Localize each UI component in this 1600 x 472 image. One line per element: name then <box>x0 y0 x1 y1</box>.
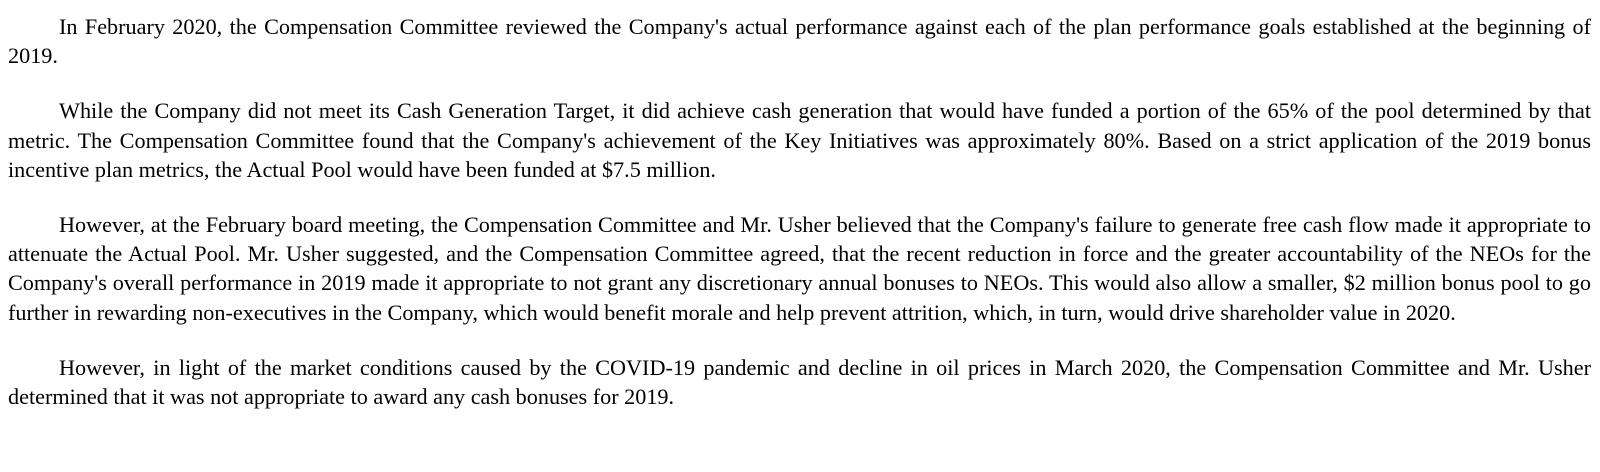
paragraph-review: In February 2020, the Compensation Committee reviewed the Company's actual performance against each of the plan performance goals established at the beginning of 2019. <box>8 14 1591 69</box>
paragraph-cash-generation: While the Company did not meet its Cash Generation Target, it did achieve cash generation that would have funded a portion of the 65% of the pool determined by that metric. The Compensation Committee found that the Company's achievement of the Key Initiatives was approximately 80%. Based on a strict application of the 2019 bonus incentive plan metrics, the Actual Pool would have been funded at $7.5 million. <box>8 98 1591 182</box>
document-body <box>8 12 1591 411</box>
paragraph-board-meeting: However, at the February board meeting, the Compensation Committee and Mr. Usher believed that the Company's failure to generate free cash flow made it appropriate to attenuate the Actual Pool. Mr. Usher suggested, and the Compensation Committee agreed, that the recent reduction in force and the greater accountability of the NEOs for the Company's overall performance in 2019 made it appropriate to not grant any discretionary annual bonuses to NEOs. This would also allow a smaller, $2 million bonus pool to go further in rewarding non-executives in the Company, which would benefit morale and help prevent attrition, which, in turn, would drive shareholder value in 2020. <box>8 212 1591 325</box>
paragraph-covid-decision: However, in light of the market conditions caused by the COVID-19 pandemic and decline in oil prices in March 2020, the Compensation Committee and Mr. Usher determined that it was not appropriate to award any cash bonuses for 2019. <box>8 354 1591 410</box>
